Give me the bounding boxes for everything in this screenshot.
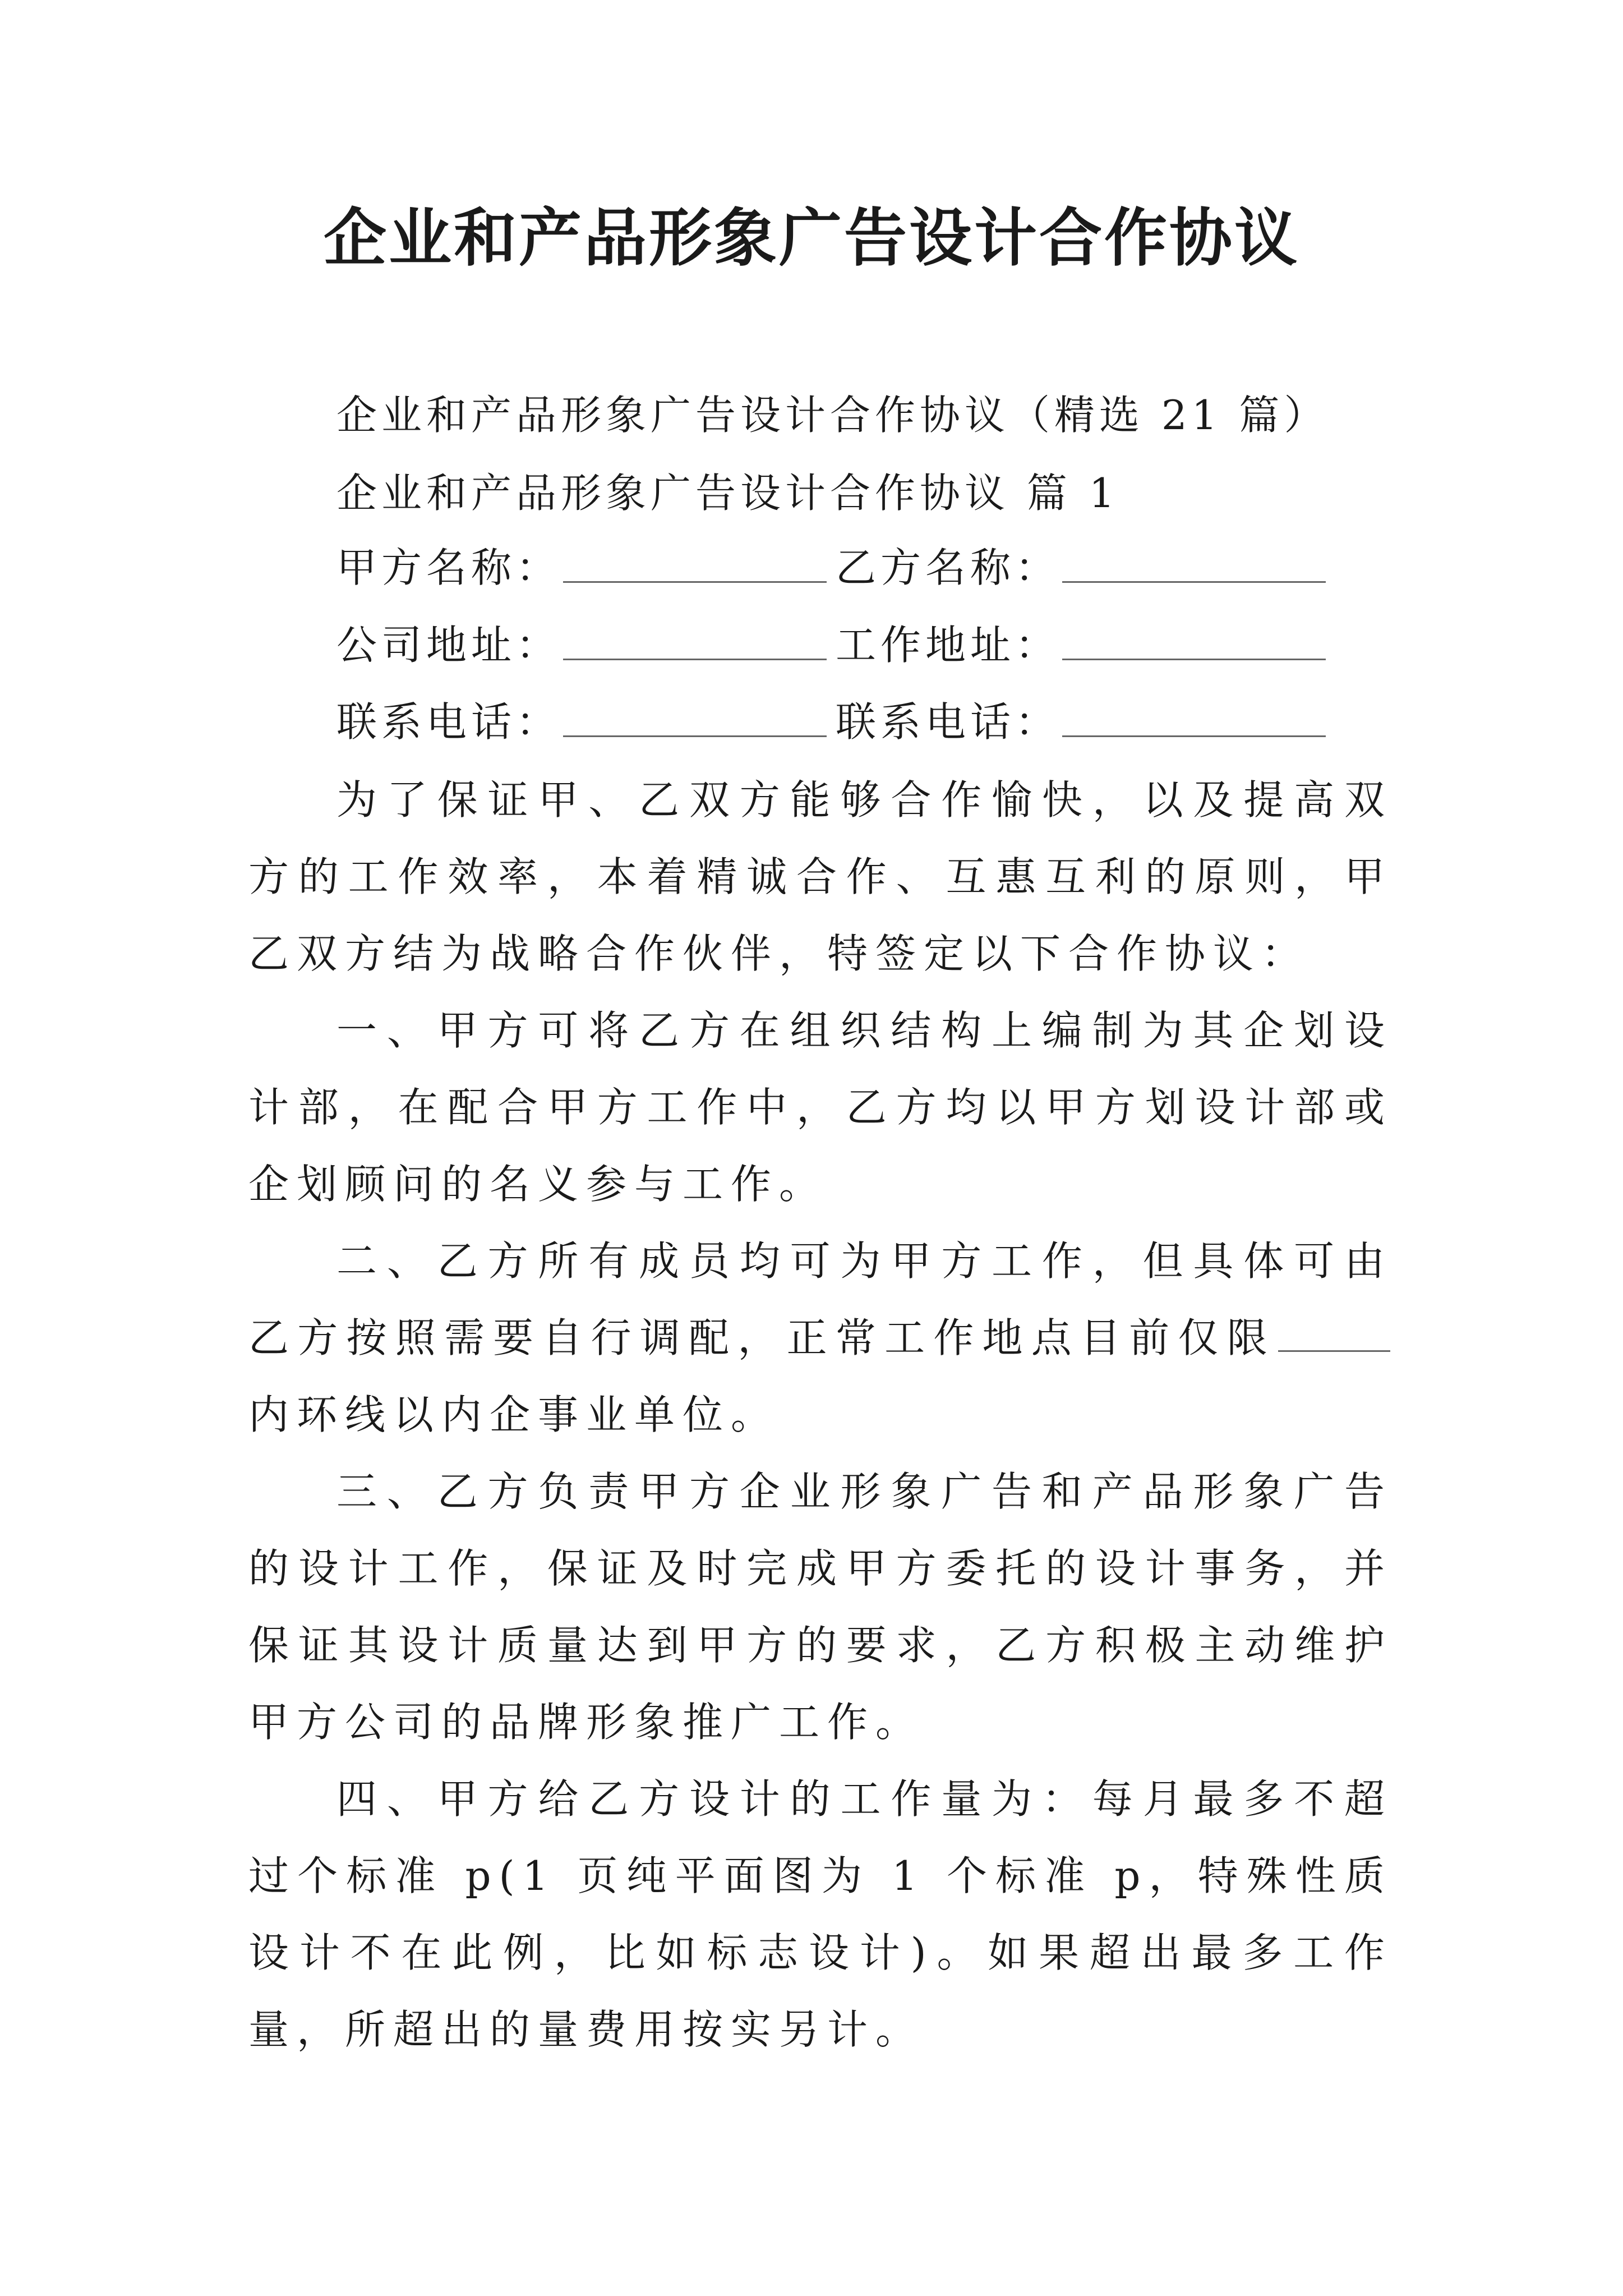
clause-1-paragraph: 一、甲方可将乙方在组织结构上编制为其企划设计部，在配合甲方工作中，乙方均以甲方划设计部或企划顾问的名义参与工作。	[248, 1007, 1393, 1208]
company-address-blank	[563, 617, 827, 660]
phone-b-blank	[1062, 694, 1326, 737]
document-subtitle: 企业和产品形象广告设计合作协议（精选 21 篇）	[336, 392, 1329, 439]
company-address-field	[336, 617, 827, 673]
phone-a-label: 联系电话：	[336, 698, 561, 746]
clause-2-paragraph	[248, 1223, 1393, 1453]
field-row-addresses	[336, 617, 1514, 673]
work-address-label: 工作地址：	[836, 622, 1061, 669]
party-b-name-blank	[1062, 540, 1326, 583]
section-heading: 企业和产品形象广告设计合作协议 篇 1	[336, 470, 1119, 517]
phone-b-field	[836, 694, 1326, 750]
document-title: 企业和产品形象广告设计合作协议	[324, 201, 1299, 275]
party-a-name-label: 甲方名称：	[336, 544, 561, 591]
party-b-name-field	[836, 540, 1326, 596]
phone-a-field	[336, 694, 827, 750]
field-row-names	[336, 540, 1514, 596]
phone-b-label: 联系电话：	[836, 698, 1061, 746]
clause-2-text-before: 二、乙方所有成员均可为甲方工作，但具体可由乙方按照需要自行调配，正常工作地点目前仅限	[248, 1237, 1393, 1361]
field-row-phones	[336, 694, 1514, 750]
phone-a-blank	[563, 694, 827, 737]
clause-2-location-blank	[1278, 1317, 1390, 1352]
clause-2-text-after: 内环线以内企事业单位。	[248, 1391, 780, 1438]
work-address-blank	[1062, 617, 1326, 660]
clause-3-paragraph: 三、乙方负责甲方企业形象广告和产品形象广告的设计工作，保证及时完成甲方委托的设计事务，并保证其设计质量达到甲方的要求，乙方积极主动维护甲方公司的品牌形象推广工作。	[248, 1468, 1393, 1746]
party-a-name-field	[336, 540, 827, 596]
party-a-name-blank	[563, 540, 827, 583]
work-address-field	[836, 617, 1326, 673]
clause-4-paragraph: 四、甲方给乙方设计的工作量为：每月最多不超过个标准 p(1 页纯平面图为 1 个标准 p，特殊性质设计不在此例，比如标志设计)。如果超出最多工作量，所超出的量费用按实另计。	[248, 1775, 1393, 2053]
intro-paragraph: 为了保证甲、乙双方能够合作愉快，以及提高双方的工作效率，本着精诚合作、互惠互利的原则，甲乙双方结为战略合作伙伴，特签定以下合作协议：	[248, 776, 1393, 977]
party-b-name-label: 乙方名称：	[836, 544, 1061, 591]
company-address-label: 公司地址：	[336, 622, 561, 669]
